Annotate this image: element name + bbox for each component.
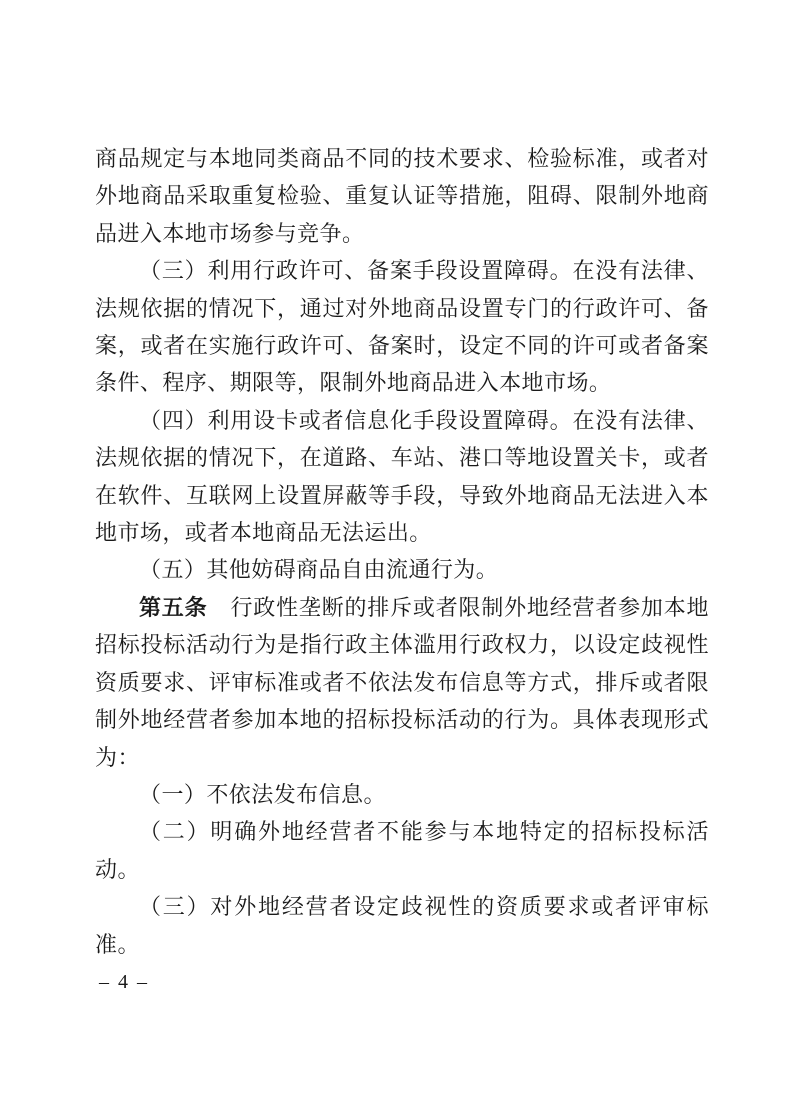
page-number: – 4 –	[99, 971, 149, 993]
article-number-label: 第五条	[139, 594, 208, 620]
paragraph-item-2-bidding: （二）明确外地经营者不能参与本地特定的招标投标活动。	[95, 819, 709, 882]
paragraph-item-5-goods: （五）其他妨碍商品自由流通行为。	[139, 557, 499, 583]
document-body	[95, 140, 709, 963]
paragraph-item-3-bidding: （三）对外地经营者设定歧视性的资质要求或者评审标准。	[95, 894, 709, 957]
article-body-text: 行政性垄断的排斥或者限制外地经营者参加本地招标投标活动行为是指行政主体滥用行政权力，以设定歧视性资质要求、评审标准或者不依法发布信息等方式，排斥或者限制外地经营者参加本地的招标投标活动的行为。具体表现形式为：	[95, 594, 709, 770]
paragraph-continuation: 商品规定与本地同类商品不同的技术要求、检验标准，或者对外地商品采取重复检验、重复认证等措施，阻碍、限制外地商品进入本地市场参与竞争。	[95, 146, 709, 246]
paragraph-article-5	[95, 589, 709, 776]
paragraph-item-4-goods: （四）利用设卡或者信息化手段设置障碍。在没有法律、法规依据的情况下，在道路、车站、港口等地设置关卡，或者在软件、互联网上设置屏蔽等手段，导致外地商品无法进入本地市场，或者本地商品无法运出。	[95, 407, 709, 546]
paragraph-item-3-goods: （三）利用行政许可、备案手段设置障碍。在没有法律、法规依据的情况下，通过对外地商品设置专门的行政许可、备案，或者在实施行政许可、备案时，设定不同的许可或者备案条件、程序、期限等，限制外地商品进入本地市场。	[95, 258, 709, 396]
paragraph-item-1-bidding: （一）不依法发布信息。	[139, 781, 386, 807]
